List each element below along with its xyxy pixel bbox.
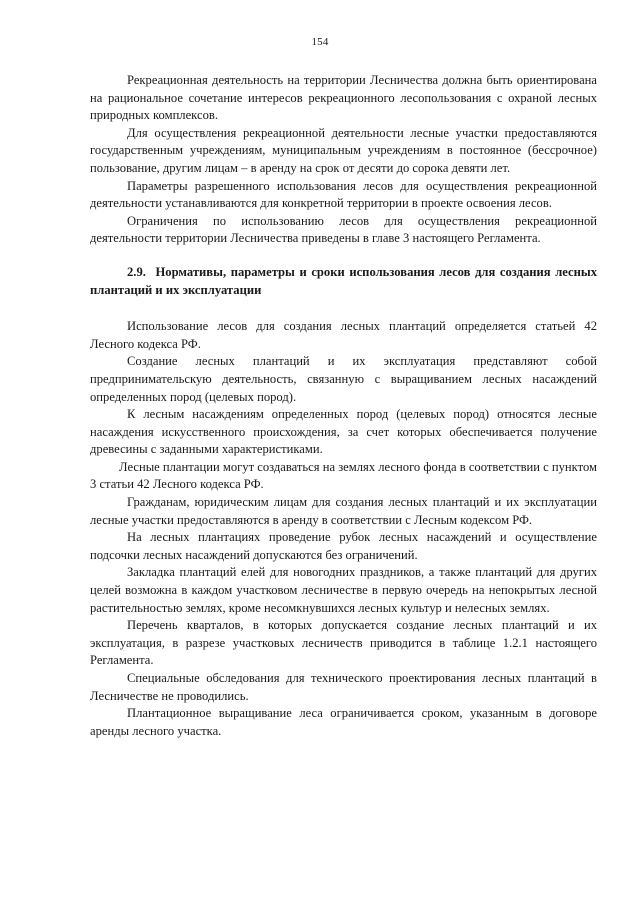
- paragraph: Создание лесных плантаций и их эксплуатация представляют собой предпринимательскую деятельность, связанную с выращиванием лесных насаждений определенных пород (целевых пород).: [90, 354, 597, 404]
- section-title: Нормативы, параметры и сроки использования лесов для создания лесных плантаций и их эксплуатации: [90, 264, 598, 297]
- paragraph: Параметры разрешенного использования лесов для осуществления рекреационной деятельности устанавливаются для конкретной территории в проекте освоения лесов.: [90, 178, 597, 211]
- paragraph: Ограничения по использованию лесов для осуществления рекреационной деятельности территории Лесничества приведены в главе 3 настоящего Регламента.: [90, 213, 597, 246]
- paragraph: Для осуществления рекреационной деятельности лесные участки предоставляются государственным учреждениям, муниципальным учреждениям в постоянное (бессрочное) пользование, другим лицам – в аренду на срок от десяти до сорока девяти лет.: [90, 125, 597, 175]
- section-heading: [90, 264, 597, 299]
- paragraph: Закладка плантаций елей для новогодних праздников, а также плантаций для других целей возможна в каждом участковом лесничестве в первую очередь на непокрытых лесной растительностью землях, кроме несомкнувшихся лесных культур и нелесных землях.: [90, 565, 597, 615]
- page-body: [90, 72, 597, 740]
- paragraph: Плантационное выращивание леса ограничивается сроком, указанным в договоре аренды лесного участка.: [90, 706, 597, 738]
- page-number: 154: [311, 36, 329, 48]
- paragraph: Рекреационная деятельность на территории Лесничества должна быть ориентирована на рациональное сочетание интересов рекреационного лесопользования с охраной лесных природных комплексов.: [90, 73, 597, 123]
- paragraph: Гражданам, юридическим лицам для создания лесных плантаций и их эксплуатации лесные участки предоставляются в аренду в соответствии с Лесным кодексом РФ.: [90, 495, 597, 527]
- section-number: 2.9.: [127, 264, 146, 279]
- paragraph: Перечень кварталов, в которых допускается создание лесных плантаций и их эксплуатация, в разрезе участковых лесничеств приводится в таблице 1.2.1 настоящего Регламента.: [90, 618, 597, 668]
- paragraph: Лесные плантации могут создаваться на землях лесного фонда в соответствии с пунктом 3 статьи 42 Лесного кодекса РФ.: [90, 459, 597, 492]
- paragraph: Специальные обследования для технического проектирования лесных плантаций в Лесничестве не проводились.: [90, 671, 597, 703]
- paragraph: К лесным насаждениям определенных пород (целевых пород) относятся лесные насаждения искусственного происхождения, за счет которых обеспечивается получение древесины с заданными характеристиками.: [90, 407, 597, 457]
- paragraph: Использование лесов для создания лесных плантаций определяется статьей 42 Лесного кодекса РФ.: [90, 319, 597, 351]
- paragraph: На лесных плантациях проведение рубок лесных насаждений и осуществление подсочки лесных насаждений допускаются без ограничений.: [90, 530, 597, 562]
